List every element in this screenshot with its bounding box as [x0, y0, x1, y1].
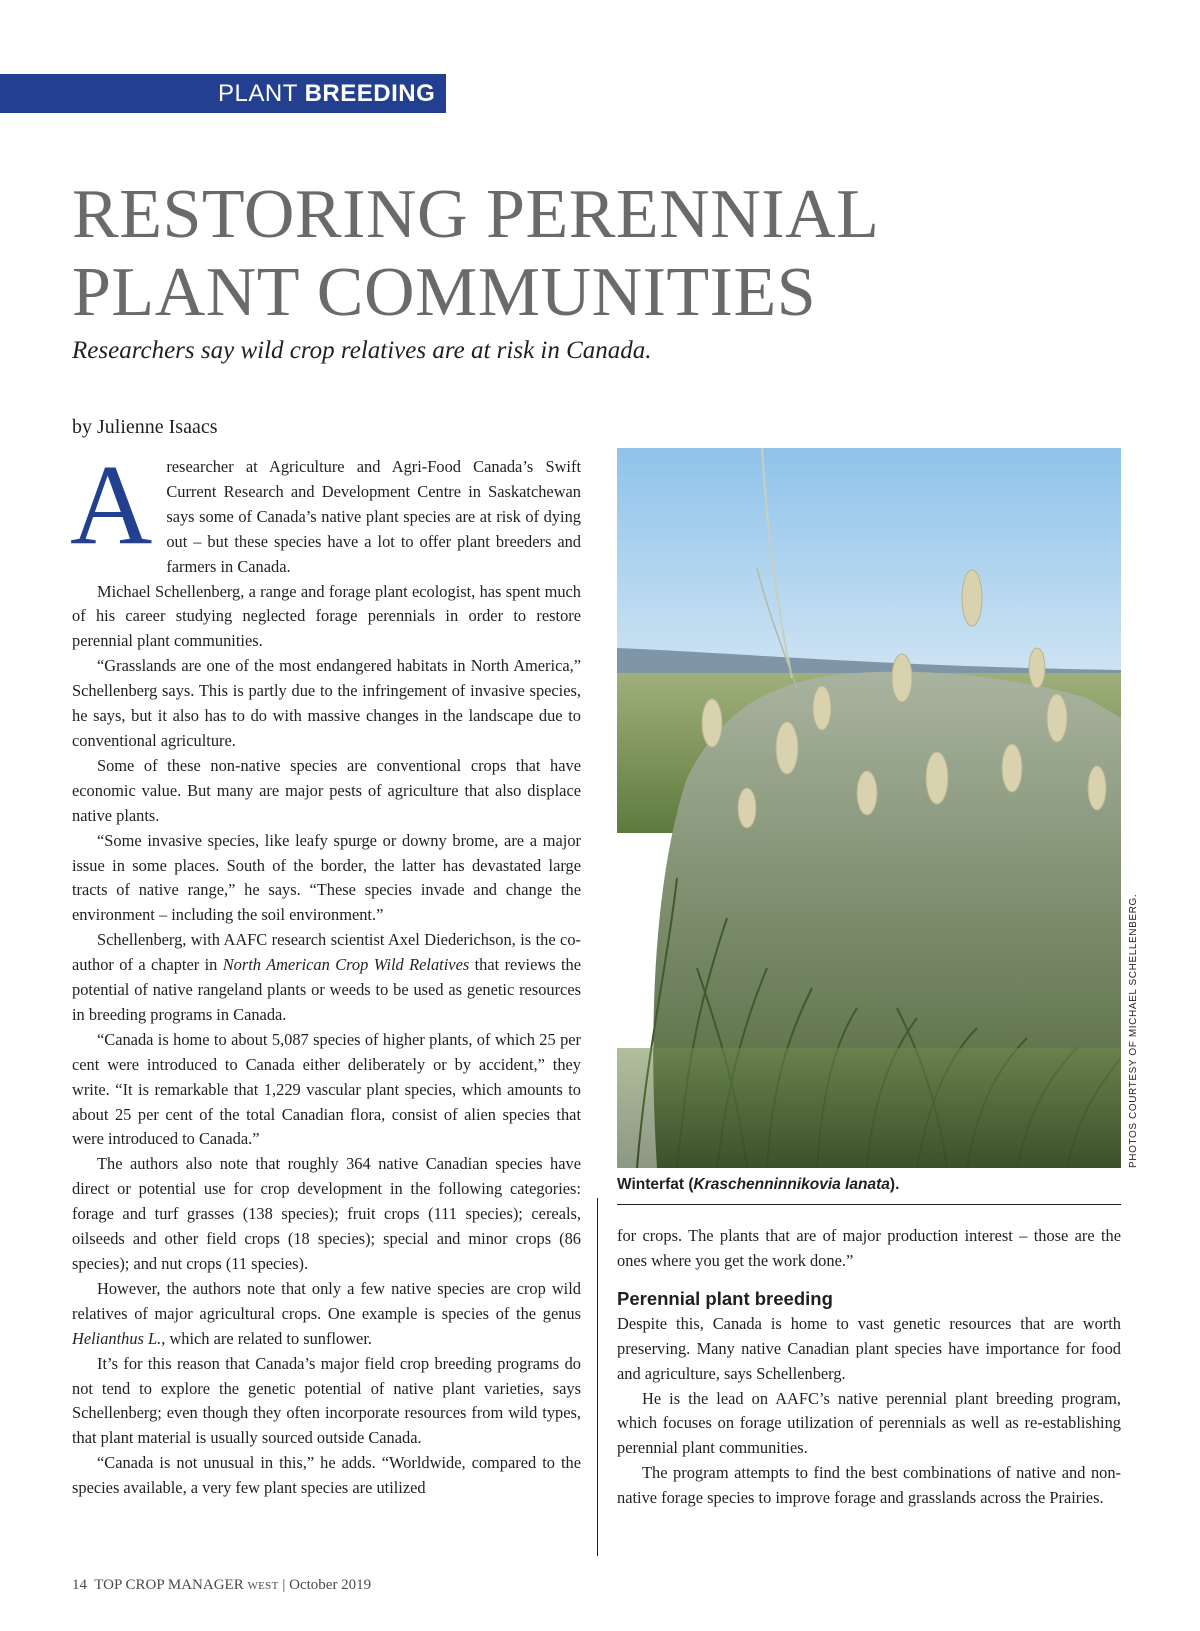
article-paragraph: However, the authors note that only a few native species are crop wild relatives of major agricultural crops. One example is species of the genus Helianthus L., which are related to sunflower.	[72, 1278, 581, 1348]
headline-line-1: RESTORING PERENNIAL	[72, 176, 880, 253]
article-paragraph: Aresearcher at Agriculture and Agri-Food Canada’s Swift Current Research and Development Centre in Saskatchewan says some of Canada’s native plant species are at risk of dying out – but these species have a lot to offer plant breeders and farmers in Canada.	[70, 441, 581, 576]
magazine-edition: WEST	[247, 1580, 279, 1592]
section-subheading: Perennial plant breeding	[617, 1287, 833, 1309]
foreground-grass	[617, 1048, 1121, 1168]
article-paragraph: He is the lead on AAFC’s native perennial plant breeding program, which focuses on forage utilization of perennials as well as re-establishing perennial plant communities.	[617, 1388, 1121, 1458]
photo-caption: Winterfat (Kraschenninnikovia lanata).	[617, 1174, 1121, 1205]
subhead: Researchers say wild crop relatives are at risk in Canada.	[72, 337, 652, 364]
article-paragraph: for crops. The plants that are of major production interest – those are the ones where you get the work done.”	[617, 1226, 1121, 1270]
article-paragraph: The authors also note that roughly 364 native Canadian species have direct or potential use for crop development in the following categories: forage and turf grasses (138 species); fruit crops (111 species); cereals, oilseeds and other field crops (18 species); special and minor crops (86 species); and nut crops (11 species).	[72, 1154, 581, 1273]
article-paragraph: “Some invasive species, like leafy spurge or downy brome, are a major issue in some places. South of the border, the latter has devastated large tracts of native range,” he says. “These species invade and change the environment – including the soil environment.”	[72, 830, 581, 925]
column-divider	[597, 1198, 598, 1556]
article-column-right	[617, 1224, 1121, 1511]
article-column-left	[70, 441, 581, 1501]
book-title: North American Crop Wild Relatives	[222, 955, 470, 975]
headline	[72, 176, 1032, 332]
byline: by Julienne Isaacs	[72, 416, 218, 438]
footer-separator: |	[282, 1577, 286, 1593]
drop-cap: A	[70, 441, 153, 568]
headline-line-2: PLANT COMMUNITIES	[72, 254, 817, 331]
page-number: 14	[72, 1577, 87, 1593]
section-label-bold: BREEDING	[304, 80, 436, 107]
magazine-name: TOP CROP MANAGER	[94, 1577, 244, 1593]
issue-date: October 2019	[289, 1577, 372, 1593]
article-paragraph: Despite this, Canada is home to vast genetic resources that are worth preserving. Many native Canadian plant species have importance for food and agriculture, says Schellenberg.	[617, 1313, 1121, 1383]
genus-name: Helianthus L.	[72, 1328, 162, 1348]
winterfat-photo	[617, 448, 1121, 1168]
photo-credit: PHOTOS COURTESY OF MICHAEL SCHELLENBERG.	[1128, 893, 1139, 1168]
article-paragraph: It’s for this reason that Canada’s major field crop breeding programs do not tend to explore the genetic potential of native plant varieties, says Schellenberg; even though they often incorporate resources from wild types, that plant material is usually sourced outside Canada.	[72, 1353, 581, 1448]
sky	[617, 448, 1121, 678]
photo-illustration	[617, 448, 1121, 1168]
article-paragraph: “Canada is not unusual in this,” he adds. “Worldwide, compared to the species available, a very few plant species are utilized	[72, 1453, 581, 1498]
article-paragraph: Michael Schellenberg, a range and forage plant ecologist, has spent much of his career studying neglected forage perennials in order to restore perennial plant communities.	[72, 581, 581, 651]
article-paragraph: Schellenberg, with AAFC research scientist Axel Diederichson, is the co-author of a chapter in North American Crop Wild Relatives that reviews the potential of native rangeland plants or weeds to be used as genetic resources in breeding programs in Canada.	[72, 930, 581, 1024]
section-label-light: PLANT	[218, 80, 305, 107]
article-paragraph: The program attempts to find the best combinations of native and non-native forage species to improve forage and grasslands across the Prairies.	[617, 1463, 1121, 1508]
section-banner	[0, 74, 446, 113]
article-paragraph: Some of these non-native species are conventional crops that have economic value. But many are major pests of agriculture that also displace native plants.	[72, 755, 581, 825]
species-name: Kraschenninnikovia lanata	[693, 1176, 890, 1193]
article-paragraph: “Grasslands are one of the most endangered habitats in North America,” Schellenberg says. This is partly due to the infringement of invasive species, he says, but it also has to do with massive changes in the landscape due to conventional agriculture.	[72, 656, 581, 750]
page-footer	[72, 1575, 371, 1596]
article-paragraph: “Canada is home to about 5,087 species of higher plants, of which 25 per cent were introduced to Canada either deliberately or by accident,” they write. “It is remarkable that 1,229 vascular plant species, which amounts to about 25 per cent of the total Canadian flora, consist of alien species that were introduced to Canada.”	[72, 1029, 581, 1149]
